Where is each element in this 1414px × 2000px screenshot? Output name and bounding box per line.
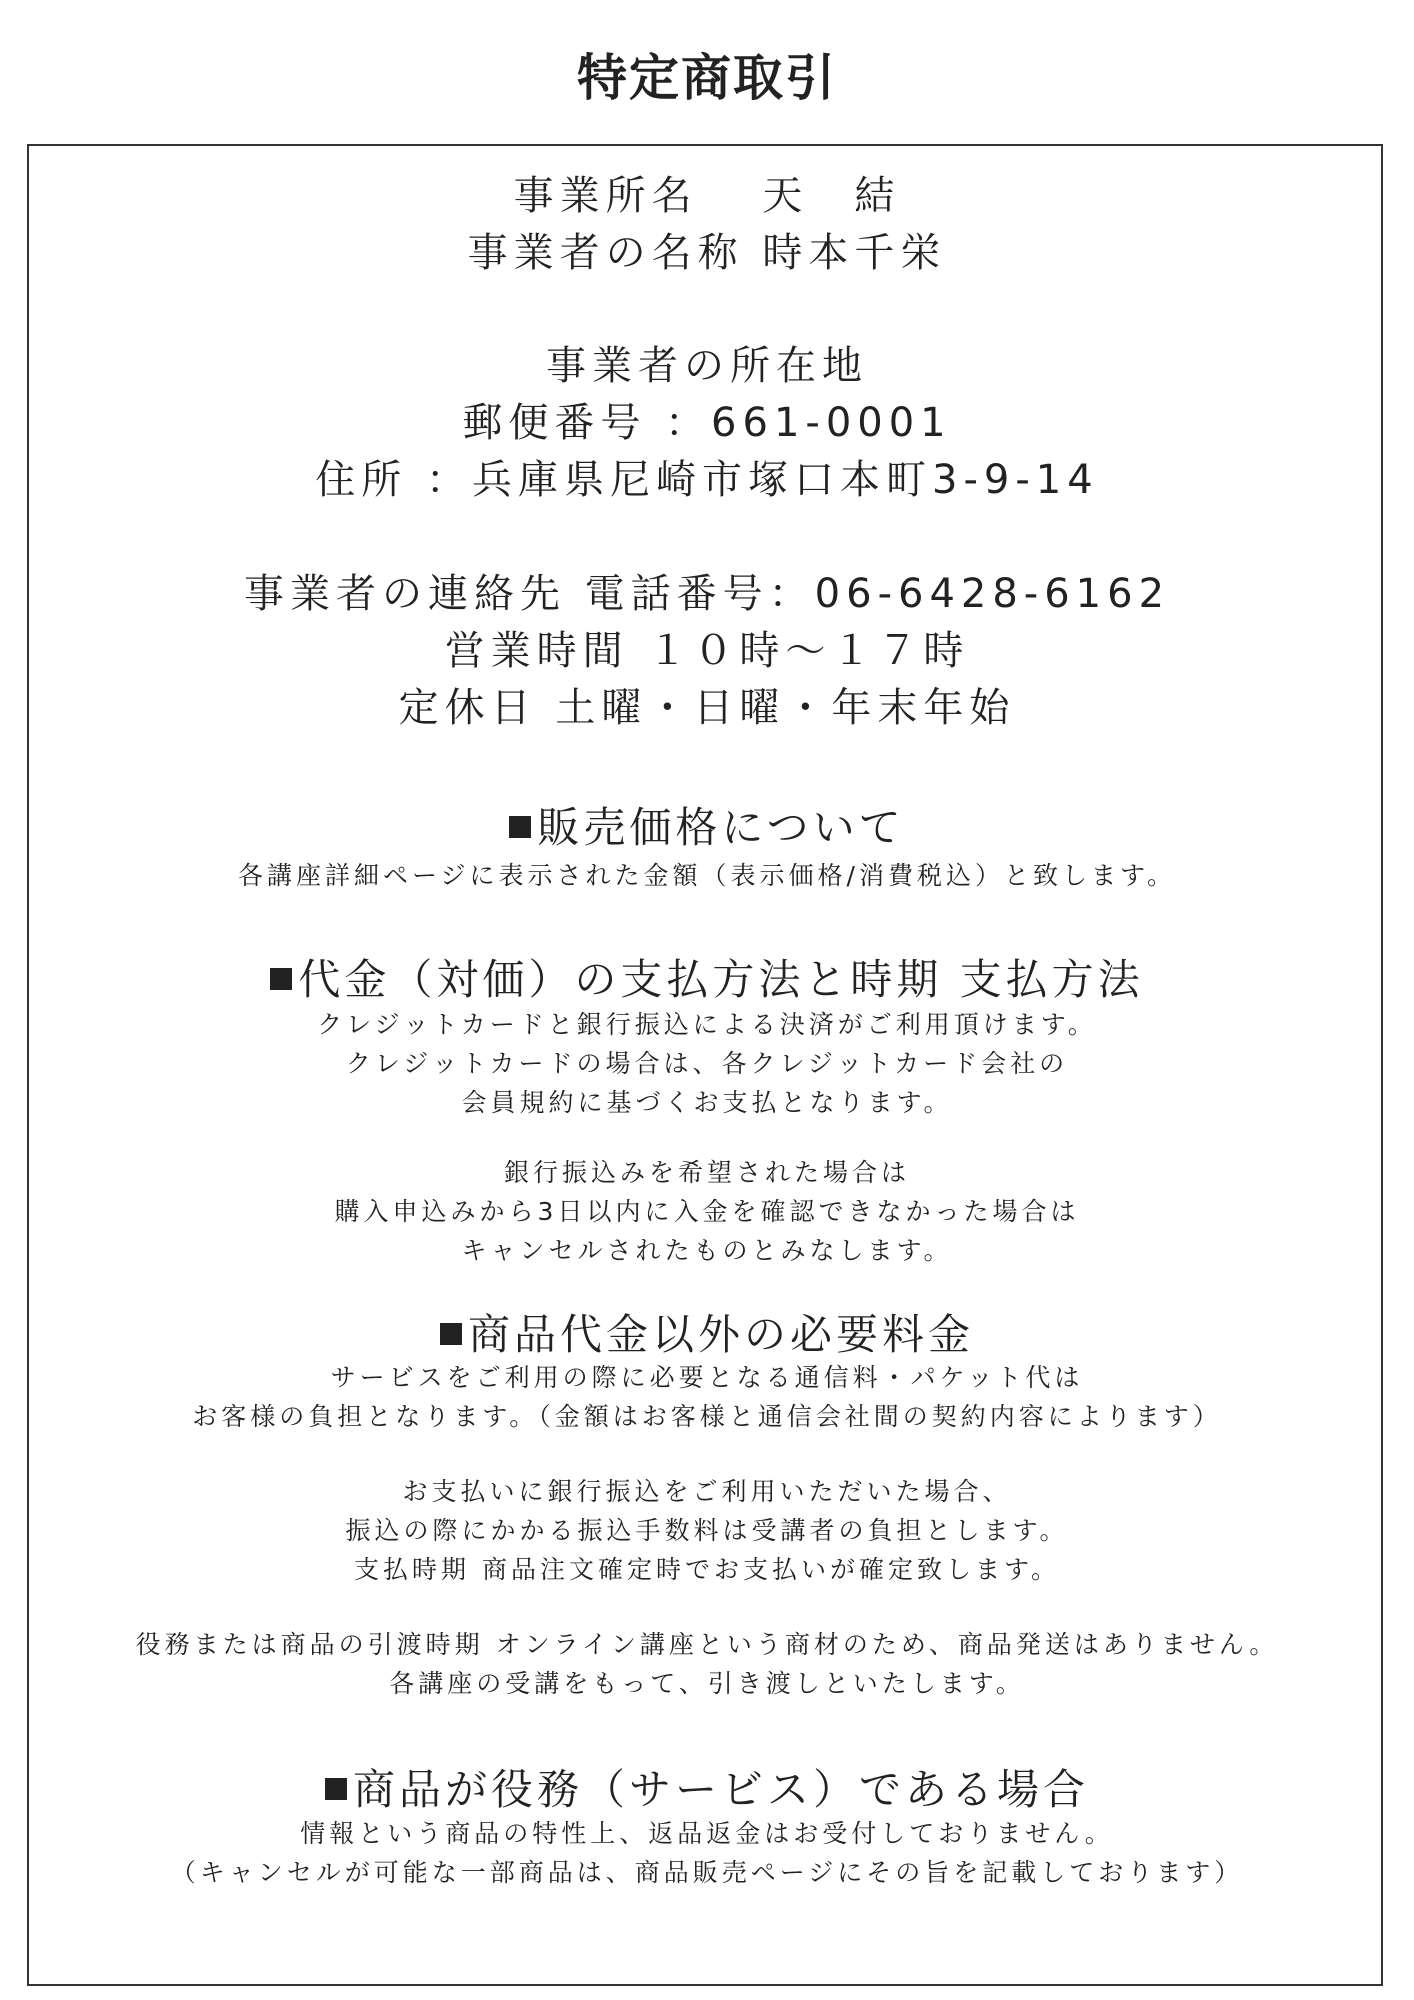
section-text: 購入申込みから3日以内に入金を確認できなかった場合は bbox=[334, 1197, 1080, 1226]
square-bullet-icon bbox=[325, 1778, 347, 1800]
section-heading: 商品が役務（サービス）である場合 bbox=[0, 1762, 1414, 1818]
section-heading: 販売価格について bbox=[0, 800, 1414, 856]
section-delivery bbox=[0, 1625, 1414, 1703]
section-text: 会員規約に基づくお支払となります。 bbox=[461, 1088, 953, 1117]
section-text: クレジットカードの場合は、各クレジットカード会社の bbox=[345, 1049, 1069, 1078]
section-fees bbox=[0, 1307, 1414, 1363]
phone-number: 事業者の連絡先 電話番号：06-6428-6162 bbox=[243, 571, 1171, 617]
section-services-body bbox=[0, 1814, 1414, 1892]
section-text: 役務または商品の引渡時期 オンライン講座という商材のため、商品発送はありません。 bbox=[135, 1630, 1279, 1659]
section-text: サービスをご利用の際に必要となる通信料・パケット代は bbox=[330, 1363, 1084, 1392]
square-bullet-icon bbox=[270, 968, 292, 990]
section-text: クレジットカードと銀行振込による決済がご利用頂けます。 bbox=[317, 1010, 1097, 1039]
section-text: 各講座の受講をもって、引き渡しといたします。 bbox=[389, 1669, 1025, 1698]
section-payment-body bbox=[0, 1005, 1414, 1122]
section-heading: 代金（対価）の支払方法と時期 支払方法 bbox=[0, 952, 1414, 1008]
square-bullet-icon bbox=[440, 1323, 462, 1345]
section-payment-bank bbox=[0, 1153, 1414, 1270]
page-title: 特定商取引 bbox=[577, 49, 837, 107]
holidays: 定休日 土曜・日曜・年末年始 bbox=[398, 685, 1016, 731]
address-heading: 事業者の所在地 bbox=[546, 343, 868, 389]
section-text: お客様の負担となります。（金額はお客様と通信会社間の契約内容によります） bbox=[192, 1402, 1222, 1431]
section-heading: 商品代金以外の必要料金 bbox=[0, 1307, 1414, 1363]
address-info bbox=[0, 338, 1414, 509]
postal-code: 郵便番号 ：661-0001 bbox=[462, 400, 952, 446]
section-payment bbox=[0, 952, 1414, 1008]
square-bullet-icon bbox=[509, 816, 531, 838]
section-price bbox=[0, 800, 1414, 895]
section-text: 情報という商品の特性上、返品返金はお受付しておりません。 bbox=[300, 1819, 1114, 1848]
section-text: （キャンセルが可能な一部商品は、商品販売ページにその旨を記載しております） bbox=[170, 1858, 1244, 1887]
office-name: 事業所名 天 結 bbox=[513, 173, 901, 219]
section-text: 振込の際にかかる振込手数料は受講者の負担とします。 bbox=[345, 1516, 1069, 1545]
section-text: 銀行振込みを希望された場合は bbox=[503, 1158, 910, 1187]
section-text: お支払いに銀行振込をご利用いただいた場合、 bbox=[402, 1477, 1012, 1506]
street-address: 住所 ：兵庫県尼崎市塚口本町3-9-14 bbox=[315, 457, 1099, 503]
business-hours: 営業時間 １０時～１７時 bbox=[444, 628, 970, 674]
operator-name: 事業者の名称 時本千栄 bbox=[467, 230, 947, 276]
section-fees-body bbox=[0, 1358, 1414, 1436]
section-fees-bank bbox=[0, 1472, 1414, 1589]
business-info bbox=[0, 168, 1414, 282]
section-text: 支払時期 商品注文確定時でお支払いが確定致します。 bbox=[354, 1555, 1060, 1584]
contact-info bbox=[0, 566, 1414, 737]
section-services bbox=[0, 1762, 1414, 1818]
section-text: 各講座詳細ページに表示された金額（表示価格/消費税込）と致します。 bbox=[238, 861, 1176, 890]
section-text: キャンセルされたものとみなします。 bbox=[461, 1236, 953, 1265]
